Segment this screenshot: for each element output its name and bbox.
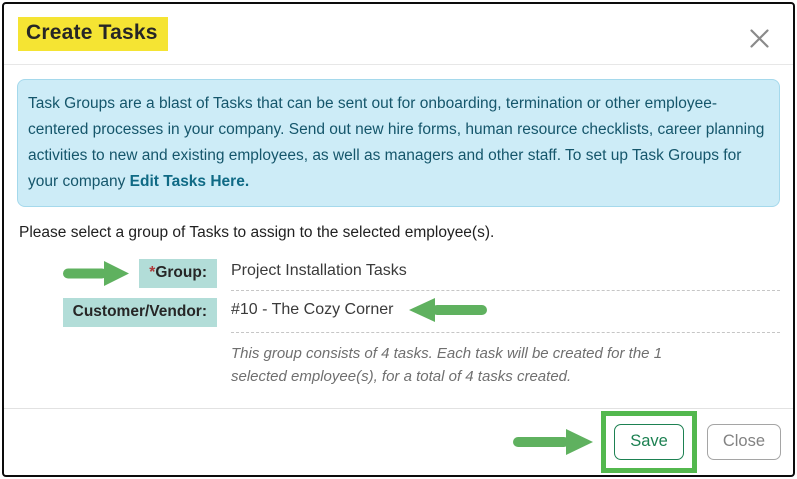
- create-tasks-dialog: [2, 2, 795, 477]
- close-button[interactable]: Close: [707, 424, 781, 461]
- task-groups-info-box: [17, 79, 780, 207]
- dialog-body: [4, 65, 793, 408]
- customer-vendor-row: [17, 291, 780, 333]
- instruction-text: Please select a group of Tasks to assign to the selected employee(s).: [19, 224, 495, 241]
- group-select[interactable]: [231, 255, 780, 291]
- group-row: [17, 255, 780, 291]
- group-label: *Group:: [139, 259, 217, 288]
- edit-tasks-here-link[interactable]: Edit Tasks Here.: [129, 173, 250, 190]
- green-arrow-right-icon: [63, 261, 129, 286]
- customer-vendor-label-cell: [17, 298, 217, 327]
- dialog-footer: [4, 408, 793, 475]
- customer-vendor-label: Customer/Vendor:: [63, 298, 217, 327]
- task-count-note: This group consists of 4 tasks. Each task will be created for the 1 selected employee(s), for a total of 4 tasks created.: [231, 345, 663, 385]
- dialog-title: Create Tasks: [18, 17, 168, 51]
- x-icon: [748, 38, 771, 53]
- group-selected-value: Project Installation Tasks: [231, 262, 407, 279]
- dialog-header: [4, 4, 793, 65]
- customer-vendor-select[interactable]: [231, 291, 780, 333]
- save-button-highlight-box: [601, 411, 697, 474]
- close-dialog-button[interactable]: [742, 21, 777, 56]
- task-count-note-row: [231, 333, 780, 388]
- customer-vendor-selected-value: #10 - The Cozy Corner: [231, 301, 394, 318]
- green-arrow-left-icon: [409, 298, 487, 322]
- save-button[interactable]: Save: [614, 424, 684, 461]
- info-text: Task Groups are a blast of Tasks that can be sent out for onboarding, termination or other employee-centered processes in your company. Send out new hire forms, human resource checklists, career planning activities to new and existing employees, as well as managers and other staff. To set up Task Groups for your company: [28, 95, 765, 190]
- required-marker: *: [149, 263, 156, 281]
- group-label-cell: [17, 259, 217, 288]
- green-arrow-right-icon: [513, 429, 593, 455]
